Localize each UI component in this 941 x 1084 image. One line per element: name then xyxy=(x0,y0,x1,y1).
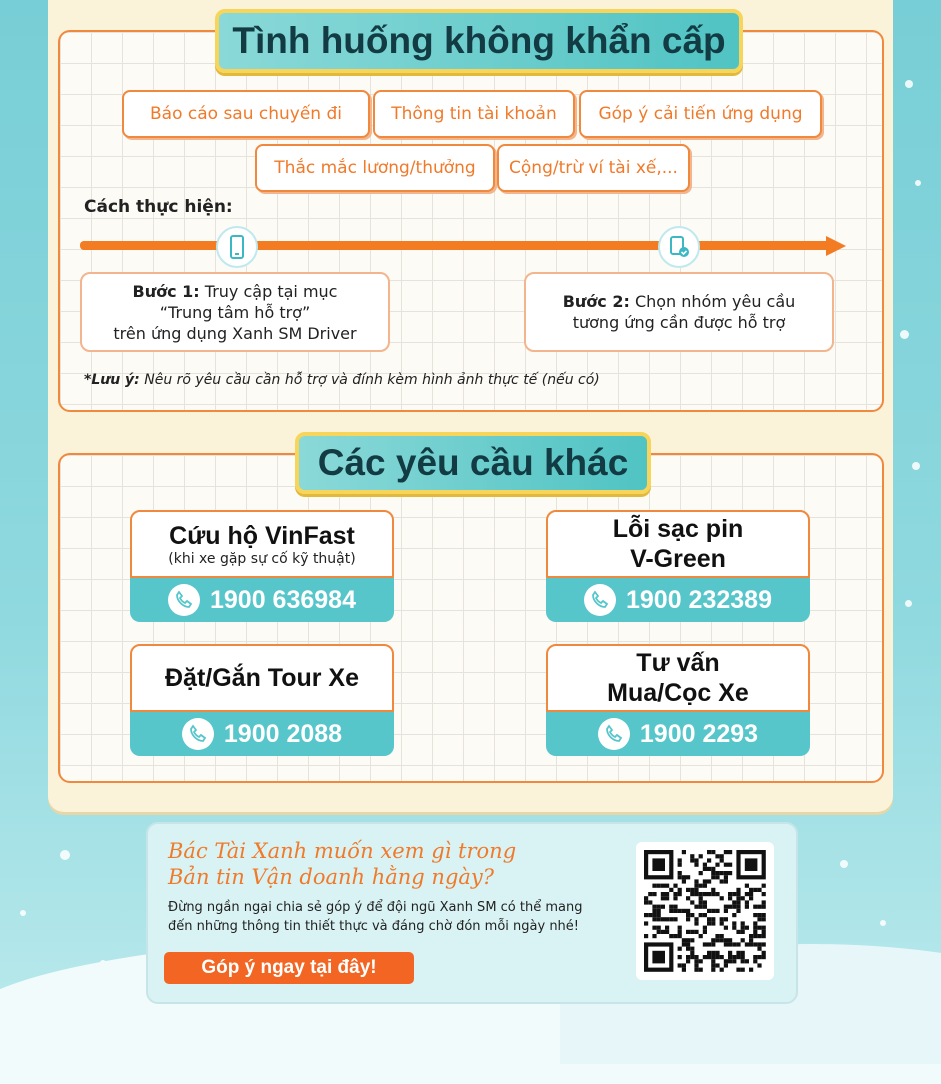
step-1-box: Bước 1: Truy cập tại mục “Trung tâm hỗ trợ” trên ứng dụng Xanh SM Driver xyxy=(80,272,390,352)
non-urgent-title: Tình huống không khẩn cấp xyxy=(215,9,743,73)
phone-call-icon xyxy=(584,584,616,616)
phone-icon xyxy=(216,226,258,268)
hotline-number[interactable]: 1900 2293 xyxy=(546,712,810,756)
tag-account-info: Thông tin tài khoản xyxy=(373,90,575,138)
non-urgent-card xyxy=(58,30,884,412)
phone-call-icon xyxy=(598,718,630,750)
hotline-number[interactable]: 1900 2088 xyxy=(130,712,394,756)
hotline-vinfast-rescue: Cứu hộ VinFast (khi xe gặp sự cố kỹ thuật) 1900 636984 xyxy=(130,510,394,622)
tag-app-feedback: Góp ý cải tiến ứng dụng xyxy=(579,90,822,138)
hotline-number[interactable]: 1900 232389 xyxy=(546,578,810,622)
feedback-button[interactable]: Góp ý ngay tại đây! xyxy=(164,952,414,984)
phone-call-icon xyxy=(182,718,214,750)
tag-salary: Thắc mắc lương/thưởng xyxy=(255,144,495,192)
document-check-icon xyxy=(658,226,700,268)
hotline-vehicle-purchase: Tư vấn Mua/Cọc Xe 1900 2293 xyxy=(546,644,810,756)
hotline-tour-booking: Đặt/Gắn Tour Xe 1900 2088 xyxy=(130,644,394,756)
process-arrow xyxy=(80,241,830,250)
hotline-vgreen-charging: Lỗi sạc pin V-Green 1900 232389 xyxy=(546,510,810,622)
tag-trip-report: Báo cáo sau chuyến đi xyxy=(122,90,370,138)
note-text: *Lưu ý: Nêu rõ yêu cầu cần hỗ trợ và đính kèm hình ảnh thực tế (nếu có) xyxy=(84,372,600,388)
promo-text: Đừng ngần ngại chia sẻ góp ý để đội ngũ Xanh SM có thể mang đến những thông tin thiết thực và đáng chờ đón mỗi ngày nhé! xyxy=(168,900,583,934)
qr-code[interactable] xyxy=(636,842,774,980)
other-requests-title: Các yêu cầu khác xyxy=(295,432,651,494)
promo-title: Bác Tài Xanh muốn xem gì trong Bản tin Vận doanh hằng ngày? xyxy=(168,839,517,889)
tag-wallet: Cộng/trừ ví tài xế,... xyxy=(497,144,690,192)
step-2-box: Bước 2: Chọn nhóm yêu cầu tương ứng cần được hỗ trợ xyxy=(524,272,834,352)
how-label: Cách thực hiện: xyxy=(84,197,233,217)
hotline-number[interactable]: 1900 636984 xyxy=(130,578,394,622)
feedback-promo xyxy=(146,822,798,1004)
phone-call-icon xyxy=(168,584,200,616)
